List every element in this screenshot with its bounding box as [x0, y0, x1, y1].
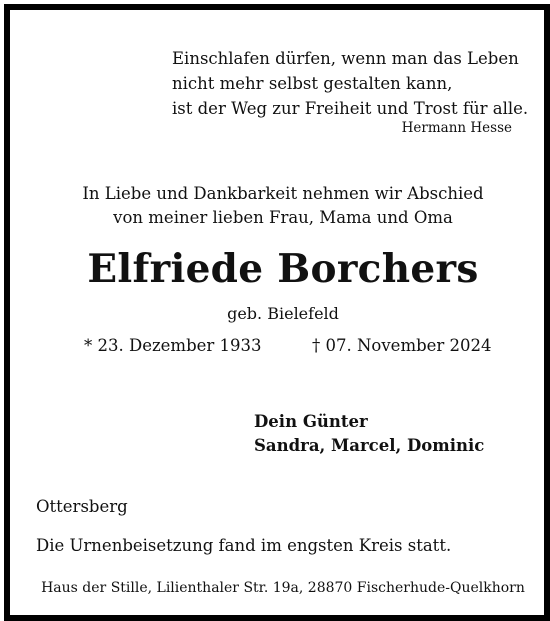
death-date: † 07. November 2024 — [312, 336, 492, 355]
address: Haus der Stille, Lilienthaler Str. 19a, 28870 Fischerhude-Quelkhorn — [41, 580, 525, 596]
obituary-notice — [4, 4, 550, 621]
mourner-line: Sandra, Marcel, Dominic — [254, 436, 485, 455]
intro-line: In Liebe und Dankbarkeit nehmen wir Abschied — [82, 184, 484, 203]
mourner-line: Dein Günter — [254, 412, 368, 431]
poem-author: Hermann Hesse — [401, 120, 512, 136]
poem-line: Einschlafen dürfen, wenn man das Leben — [172, 49, 519, 68]
intro-line: von meiner lieben Frau, Mama und Oma — [113, 208, 453, 227]
place: Ottersberg — [36, 497, 128, 516]
poem-quote — [172, 46, 528, 121]
intro-text — [10, 182, 550, 230]
birth-date: * 23. Dezember 1933 — [84, 336, 262, 355]
mourners — [254, 410, 484, 458]
deceased-name: Elfriede Borchers — [87, 246, 479, 292]
burial-notice: Die Urnenbeisetzung fand im engsten Kreis statt. — [36, 536, 452, 555]
poem-line: ist der Weg zur Freiheit und Trost für alle. — [172, 99, 529, 118]
poem-line: nicht mehr selbst gestalten kann, — [172, 74, 453, 93]
maiden-name: geb. Bielefeld — [227, 304, 339, 323]
